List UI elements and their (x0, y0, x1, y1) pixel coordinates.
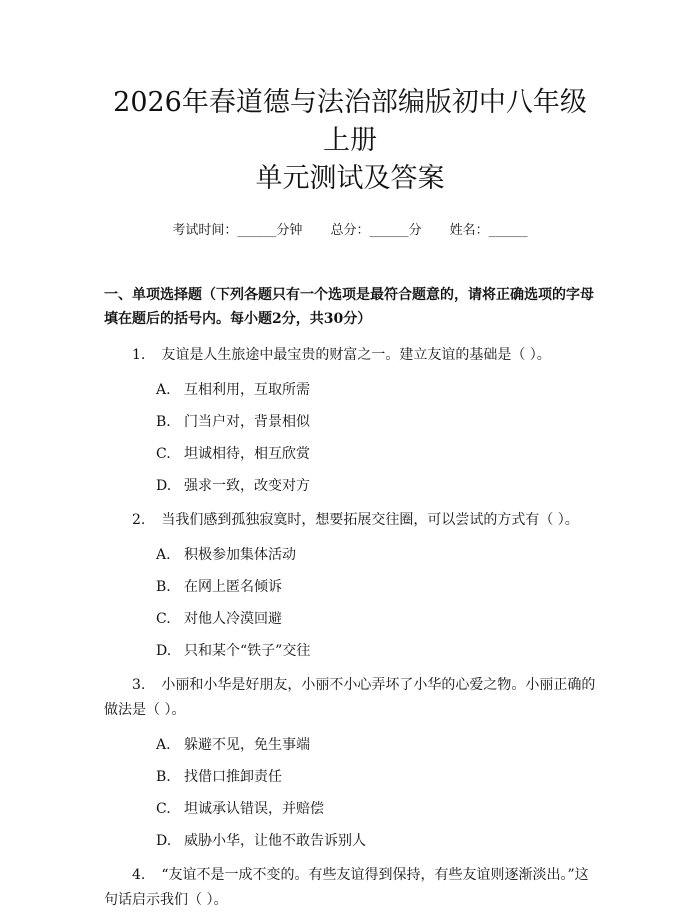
options-q2 (104, 545, 596, 661)
option-c (104, 444, 596, 464)
option-d (104, 476, 596, 496)
option-text: 对他人冷漠回避 (184, 611, 282, 627)
option-letter: C. (156, 611, 171, 627)
section-heading: 一、单项选择题（下列各题只有一个选项是最符合题意的，请将正确选项的字母填在题后的括号内。每小题2分，共30分） (104, 287, 594, 327)
option-letter: A. (156, 382, 171, 398)
option-a (104, 380, 596, 400)
options-q1 (104, 380, 596, 496)
option-letter: A. (156, 547, 171, 563)
option-letter: D. (156, 643, 172, 659)
option-text: 强求一致，改变对方 (184, 478, 310, 494)
option-text: 坦诚承认错误，并赔偿 (184, 801, 324, 817)
option-d (104, 831, 596, 851)
option-text: 躲避不见，免生事端 (184, 737, 310, 753)
question-text: 小丽和小华是好朋友，小丽不小心弄坏了小华的心爱之物。小丽正确的做法是（ ）。 (104, 677, 596, 718)
option-b (104, 767, 596, 787)
student-name: 姓名：______ (449, 223, 528, 238)
option-text: 威胁小华，让他不敢告诉别人 (184, 833, 366, 849)
option-c (104, 799, 596, 819)
exam-time: 考试时间：______分钟 (172, 223, 303, 238)
question-number: 2. (132, 512, 146, 528)
question-2 (104, 508, 596, 533)
option-d (104, 641, 596, 661)
option-text: 找借口推卸责任 (184, 769, 282, 785)
option-text: 坦诚相待，相互欣赏 (184, 446, 310, 462)
option-text: 门当户对，背景相似 (184, 414, 310, 430)
question-1 (104, 343, 596, 368)
option-text: 积极参加集体活动 (184, 547, 296, 563)
option-letter: D. (156, 478, 172, 494)
total-score: 总分：______分 (330, 223, 422, 238)
option-b (104, 412, 596, 432)
question-number: 1. (132, 347, 146, 363)
question-text: “友谊不是一成不变的。有些友谊得到保持，有些友谊则逐渐淡出。”这句话启示我们（ ）。 (104, 867, 589, 908)
option-letter: B. (156, 579, 171, 595)
question-number: 4. (132, 867, 146, 883)
exam-info (104, 222, 596, 240)
option-a (104, 545, 596, 565)
question-number: 3. (132, 677, 146, 693)
option-c (104, 609, 596, 629)
title-line-1: 2026年春道德与法治部编版初中八年级上册 (113, 87, 587, 156)
title-line-2: 单元测试及答案 (255, 163, 445, 194)
question-4 (104, 863, 596, 913)
option-a (104, 735, 596, 755)
option-text: 只和某个“铁子”交往 (184, 643, 311, 659)
option-letter: B. (156, 769, 171, 785)
question-3 (104, 673, 596, 723)
page-title (104, 0, 596, 198)
option-text: 在网上匿名倾诉 (184, 579, 282, 595)
option-letter: C. (156, 801, 171, 817)
option-letter: A. (156, 737, 171, 753)
question-text: 当我们感到孤独寂寞时，想要拓展交往圈，可以尝试的方式有（ ）。 (161, 512, 579, 528)
option-b (104, 577, 596, 597)
option-text: 互相利用，互取所需 (184, 382, 310, 398)
option-letter: D. (156, 833, 172, 849)
option-letter: C. (156, 446, 171, 462)
question-text: 友谊是人生旅途中最宝贵的财富之一。建立友谊的基础是（ ）。 (161, 347, 551, 363)
option-letter: B. (156, 414, 171, 430)
options-q3 (104, 735, 596, 851)
